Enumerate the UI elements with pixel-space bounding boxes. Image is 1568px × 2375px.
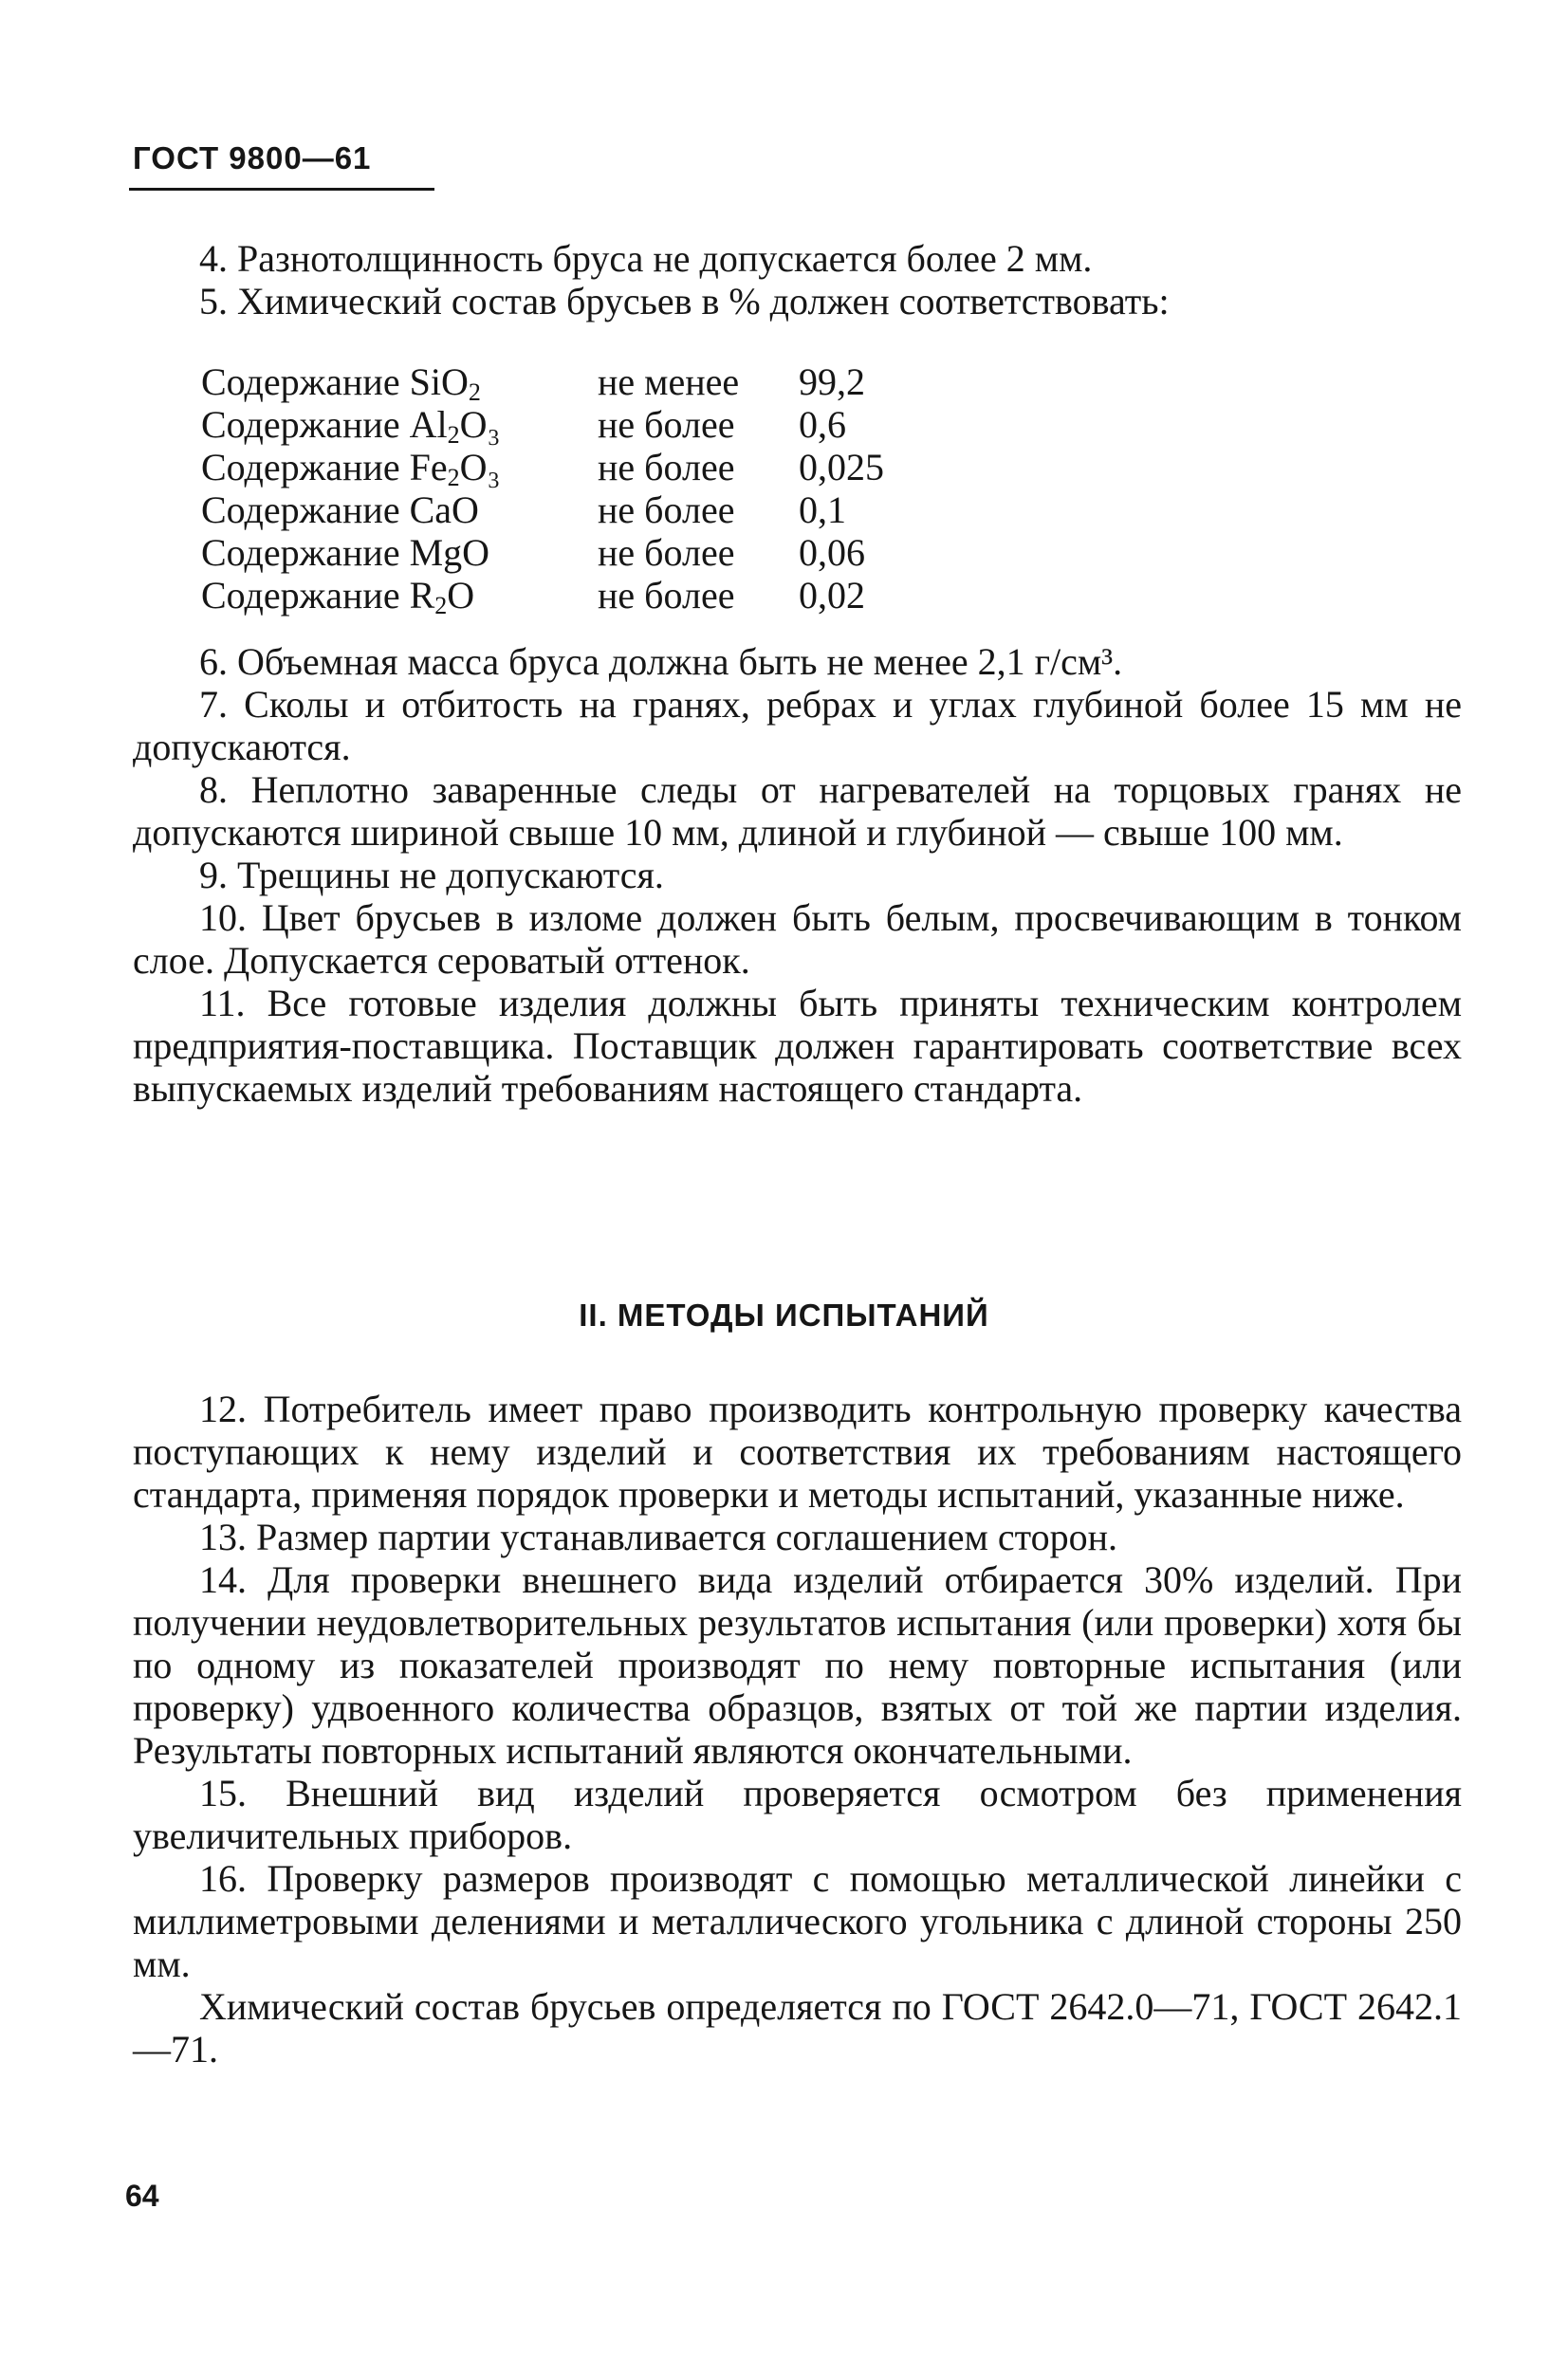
chemical-composition-table [201, 360, 913, 617]
row-value: 0,6 [799, 403, 846, 446]
row-label: Содержание [201, 531, 400, 574]
row-formula-sub: 2 [434, 592, 448, 619]
composition-row [201, 360, 913, 403]
row-label: Содержание [201, 446, 400, 488]
row-label: Содержание [201, 403, 400, 446]
row-condition: не более [598, 446, 735, 488]
row-formula-tail: O₃ [459, 446, 501, 488]
item-15: 15. Внешний вид изделий проверяется осмотром без применения увеличительных приборов. [133, 1772, 1462, 1857]
row-formula-sub: 2 [447, 464, 460, 491]
row-condition: не более [598, 531, 735, 574]
composition-row [201, 574, 913, 617]
row-value: 0,025 [799, 446, 884, 488]
item-7: 7. Сколы и отбитость на гранях, ребрах и углах глубиной более 15 мм не допускаются. [133, 683, 1462, 768]
item-12: 12. Потребитель имеет право производить контрольную проверку качества поступающих к нему изделий и соответствия их требованиям настоящего стандарта, применяя порядок проверки и методы испытаний, указанные ниже. [133, 1388, 1462, 1516]
header-rule [129, 188, 434, 191]
item-16: 16. Проверку размеров производят с помощью металлической линейки с миллиметровыми делениями и металлического угольника с длиной стороны 250 мм. [133, 1857, 1462, 1985]
row-formula: CaO [409, 488, 479, 531]
row-condition: не более [598, 403, 735, 446]
section-heading: II. МЕТОДЫ ИСПЫТАНИЙ [579, 1298, 989, 1333]
row-formula: MgO [409, 531, 490, 574]
document-header: ГОСТ 9800—61 [133, 140, 372, 175]
item-6: 6. Объемная масса бруса должна быть не менее 2,1 г/см³. [199, 640, 1123, 683]
row-formula-tail: O [447, 574, 475, 617]
page-number: 64 [125, 2179, 159, 2213]
item-14: 14. Для проверки внешнего вида изделий отбирается 30% изделий. При получении неудовлетворительных результатов испытания (или проверки) хотя бы по одному из показателей производят по нему повторные испытания (или проверку) удвоенного количества образцов, взятых от той же партии изделия. Результаты повторных испытаний являются окончательными. [133, 1558, 1462, 1772]
requirements-middle [133, 640, 1462, 1110]
composition-row [201, 403, 913, 446]
row-condition: не менее [598, 360, 740, 403]
item-4: 4. Разнотолщинность бруса не допускается более 2 мм. [199, 237, 1093, 280]
item-13: 13. Размер партии устанавливается соглашением сторон. [199, 1516, 1117, 1558]
composition-row [201, 488, 913, 531]
row-value: 99,2 [799, 360, 865, 403]
requirements-top [133, 237, 1462, 322]
composition-row [201, 531, 913, 574]
item-11: 11. Все готовые изделия должны быть приняты техническим контролем предприятия-поставщика. Поставщик должен гарантировать соответствие всех выпускаемых изделий требованиям настоящего стандарта. [133, 982, 1462, 1110]
item-9: 9. Трещины не допускаются. [199, 854, 664, 896]
row-condition: не более [598, 488, 735, 531]
item-8: 8. Неплотно заваренные следы от нагревателей на торцовых гранях не допускаются шириной свыше 10 мм, длиной и глубиной — свыше 100 мм. [133, 768, 1462, 854]
row-label: Содержание [201, 574, 400, 617]
row-condition: не более [598, 574, 735, 617]
row-value: 0,1 [799, 488, 846, 531]
row-label: Содержание [201, 360, 400, 403]
row-formula: Fe [409, 446, 448, 488]
test-methods [133, 1388, 1462, 2071]
row-formula: Al [409, 403, 448, 446]
row-formula-sub: 2 [468, 378, 481, 406]
chemical-method-note: Химический состав брусьев определяется по ГОСТ 2642.0—71, ГОСТ 2642.1—71. [133, 1985, 1462, 2071]
composition-row [201, 446, 913, 488]
row-label: Содержание [201, 488, 400, 531]
row-formula-sub: 2 [447, 421, 460, 449]
item-5: 5. Химический состав брусьев в % должен соответствовать: [199, 280, 1170, 322]
row-formula: SiO [409, 360, 469, 403]
item-10: 10. Цвет брусьев в изломе должен быть белым, просвечивающим в тонком слое. Допускается сероватый оттенок. [133, 896, 1462, 982]
row-value: 0,06 [799, 531, 865, 574]
row-formula: R [409, 574, 435, 617]
row-value: 0,02 [799, 574, 865, 617]
row-formula-tail: O₃ [459, 403, 501, 446]
